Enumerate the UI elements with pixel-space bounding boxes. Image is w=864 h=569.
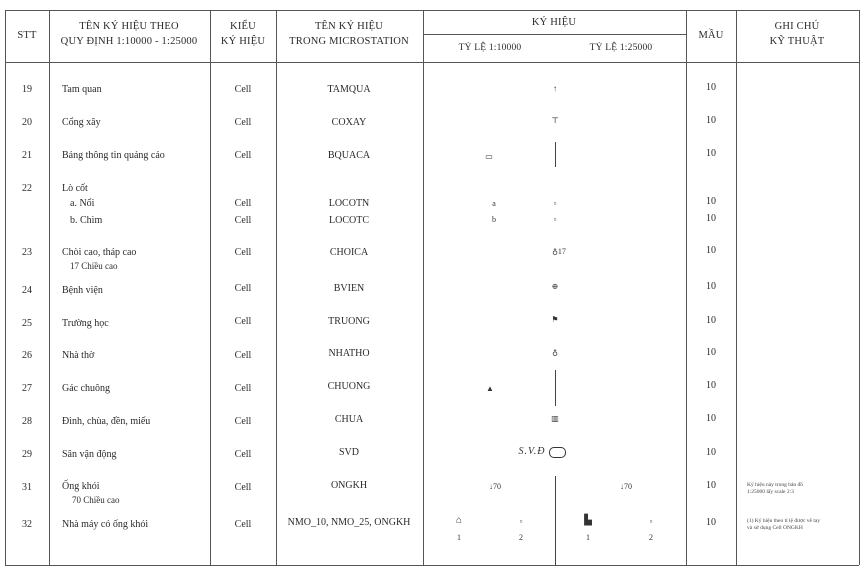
row-22-symbol-a-left: a [492, 199, 496, 208]
row-26-name: Nhà thờ [62, 350, 95, 361]
row-25-color: 10 [706, 315, 716, 326]
row-27-type: Cell [234, 383, 252, 394]
header-bottom-border [5, 62, 859, 63]
row-19-type: Cell [234, 84, 252, 95]
subheader-divider [423, 34, 686, 35]
col-border-ms [423, 10, 424, 565]
row-20-symbol: ⊤ [551, 116, 559, 125]
row-28-color: 10 [706, 413, 716, 424]
row-28-type: Cell [234, 416, 252, 427]
col-border-type [276, 10, 277, 565]
col-border-stt [49, 10, 50, 565]
row-21-stt: 21 [22, 150, 32, 161]
row-19-stt: 19 [22, 84, 32, 95]
row-23-symbol: ♁17 [552, 247, 566, 256]
row-25-symbol: ⚑ [551, 315, 559, 324]
row-31-name: Ống khói [62, 481, 100, 492]
row-29-stt: 29 [22, 449, 32, 460]
table-top-border [5, 10, 859, 11]
row-29-ms: SVD [338, 447, 360, 458]
header-type-line2: KÝ HIỆU [220, 36, 266, 47]
row-29-name: Sân vận động [62, 449, 117, 460]
header-name-line2: QUY ĐỊNH 1:10000 - 1:25000 [60, 36, 198, 47]
row-31-divider [555, 476, 556, 565]
row-32-color: 10 [706, 517, 716, 528]
row-26-symbol: ♁ [552, 348, 558, 357]
row-28-name: Đình, chùa, đền, miếu [62, 416, 151, 427]
row-20-color: 10 [706, 115, 716, 126]
row-32-symbol-1b: ▫ [519, 517, 523, 526]
row-27-divider [555, 370, 556, 406]
header-ms [289, 19, 409, 49]
row-26-ms: NHATHO [328, 348, 370, 359]
header-name [61, 19, 198, 49]
row-22-symbol-b-left: b [492, 215, 496, 224]
row-23-sub: 17 Chiều cao [70, 261, 118, 271]
row-32-label-2b: 2 [649, 533, 653, 542]
row-20-ms: COXAY [331, 117, 367, 128]
row-22-type-a: Cell [234, 198, 252, 209]
row-20-name: Cổng xây [62, 117, 101, 128]
row-31-sub: 70 Chiều cao [72, 495, 120, 505]
col-border-symbol [686, 10, 687, 565]
row-24-name: Bệnh viện [62, 285, 103, 296]
header-scale-10000: TỶ LỆ 1:10000 [458, 43, 522, 53]
row-22-symbol-b-right: ▫ [553, 215, 557, 224]
row-24-color: 10 [706, 281, 716, 292]
row-24-stt: 24 [22, 285, 32, 296]
row-31-note-line1: Ký hiệu này trong bản đồ [747, 482, 804, 488]
header-type [221, 19, 265, 49]
header-ms-line1: TÊN KÝ HIỆU [314, 21, 384, 32]
header-name-line1: TÊN KÝ HIỆU THEO [79, 21, 179, 32]
header-ms-line2: TRONG MICROSTATION [289, 36, 409, 47]
row-28-symbol: ▥ [551, 414, 559, 423]
row-24-symbol: ⊕ [551, 282, 559, 291]
row-29-color: 10 [706, 447, 716, 458]
row-22-sub-b: b. Chìm [70, 215, 103, 226]
header-note-line1: GHI CHÚ [774, 21, 820, 32]
row-31-symbol-right: ↓70 [620, 482, 632, 491]
col-border-right [859, 10, 860, 565]
row-23-ms: CHOICA [329, 247, 369, 258]
row-22-name: Lò cốt [62, 183, 88, 194]
row-31-note-line2: 1:25000 lấy scale 2:3 [747, 489, 794, 495]
col-border-name [210, 10, 211, 565]
row-32-note-line2: và sử dụng Cell ONGKH [747, 525, 803, 531]
row-25-type: Cell [234, 316, 252, 327]
row-27-ms: CHUONG [327, 381, 371, 392]
row-31-ms: ONGKH [330, 480, 368, 491]
row-24-ms: BVIEN [333, 283, 365, 294]
row-32-note [747, 518, 820, 532]
header-note-line2: KỸ THUẬT [769, 36, 825, 47]
row-22-color-a: 10 [706, 196, 716, 207]
row-32-label-2a: 1 [586, 533, 590, 542]
row-22-sub-a: a. Nổi [70, 198, 95, 209]
table-bottom-border [5, 565, 859, 566]
row-32-note-line1: (1) Ký hiệu theo tỉ lệ được vẽ tay [747, 518, 821, 524]
row-32-name: Nhà máy có ống khói [62, 519, 149, 530]
row-31-type: Cell [234, 482, 252, 493]
row-32-stt: 32 [22, 519, 32, 530]
row-22-symbol-a-right: ▫ [553, 199, 557, 208]
row-26-type: Cell [234, 350, 252, 361]
row-27-symbol: ▲ [486, 384, 494, 393]
header-type-line1: KIỂU [230, 21, 256, 32]
row-32-label-1b: 2 [519, 533, 523, 542]
row-32-symbol-2a: ▙ [584, 515, 592, 526]
row-23-stt: 23 [22, 247, 32, 258]
row-31-color: 10 [706, 480, 716, 491]
row-25-ms: TRUONG [328, 316, 370, 327]
row-21-name: Bảng thông tin quảng cáo [62, 150, 165, 161]
header-stt: STT [17, 30, 37, 41]
row-25-name: Trường học [62, 318, 109, 329]
row-23-type: Cell [234, 247, 252, 258]
header-symbol: KÝ HIỆU [531, 17, 577, 28]
header-color: MẦU [698, 30, 724, 41]
row-27-name: Gác chuông [62, 383, 111, 394]
row-32-type: Cell [234, 519, 252, 530]
col-border-color [736, 10, 737, 565]
row-26-color: 10 [706, 347, 716, 358]
row-24-type: Cell [234, 283, 252, 294]
row-25-stt: 25 [22, 318, 32, 329]
row-19-ms: TAMQUA [327, 84, 371, 95]
row-22-stt: 22 [22, 183, 32, 194]
row-20-stt: 20 [22, 117, 32, 128]
row-22-type-b: Cell [234, 215, 252, 226]
row-28-ms: CHUA [334, 414, 364, 425]
row-32-ms: NMO_10, NMO_25, ONGKH [287, 517, 411, 528]
row-32-symbol-1a: ⌂ [455, 515, 463, 526]
row-22-ms-b: LOCOTC [329, 215, 369, 226]
row-19-name: Tam quan [62, 84, 102, 95]
row-27-stt: 27 [22, 383, 32, 394]
row-26-stt: 26 [22, 350, 32, 361]
header-note [770, 19, 825, 49]
row-29-symbol: S.V.Đ [518, 446, 546, 457]
row-19-symbol: ↑ [553, 84, 557, 93]
row-31-symbol-left: ↓70 [489, 482, 501, 491]
header-scale-25000: TỶ LỆ 1:25000 [589, 43, 653, 53]
row-20-type: Cell [234, 117, 252, 128]
col-border-left [5, 10, 6, 565]
row-32-label-1a: 1 [457, 533, 461, 542]
row-23-name: Chòi cao, tháp cao [62, 247, 137, 258]
row-22-ms-a: LOCOTN [328, 198, 370, 209]
row-21-divider [555, 142, 556, 167]
row-21-color: 10 [706, 148, 716, 159]
row-19-color: 10 [706, 82, 716, 93]
row-23-color: 10 [706, 245, 716, 256]
row-31-stt: 31 [22, 482, 32, 493]
stadium-icon [549, 447, 566, 458]
row-22-color-b: 10 [706, 213, 716, 224]
row-29-type: Cell [234, 449, 252, 460]
row-21-type: Cell [234, 150, 252, 161]
row-31-note [747, 482, 803, 496]
row-32-symbol-2b: ▫ [649, 517, 653, 526]
row-28-stt: 28 [22, 416, 32, 427]
row-21-ms: BQUACA [327, 150, 371, 161]
row-27-color: 10 [706, 380, 716, 391]
row-21-symbol: ▭ [485, 152, 493, 161]
